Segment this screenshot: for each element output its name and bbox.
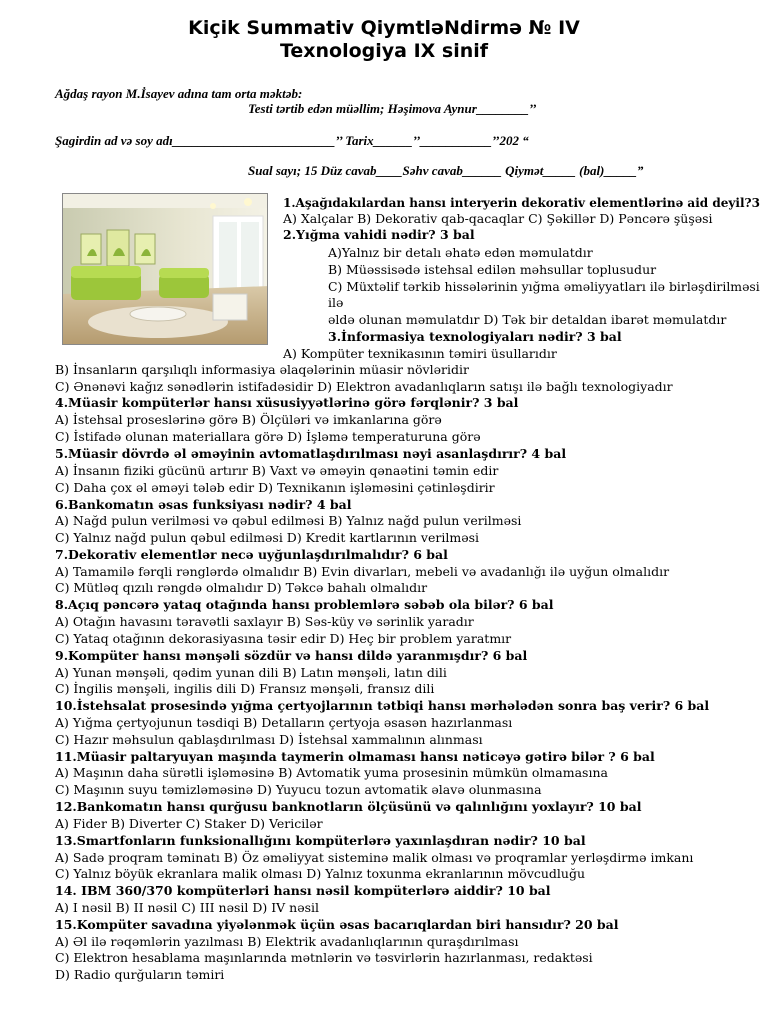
question-15: 15.Kompüter savadına yiyələnmək üçün əsas bacarıqlardan biri hansıdır? 20 bal	[55, 917, 619, 932]
answer-line: A) Yunan mənşəli, qədim yunan dili B) Latın mənşəli, latın dili	[55, 665, 447, 680]
question-12: 12.Bankomatın hansı qurğusu banknotların ölçüsünü və qalınlığını yoxlayır? 10 bal	[55, 799, 642, 814]
answer-line: ilə	[328, 295, 344, 310]
question-4: 4.Müasir kompüterlər hansı xüsusiyyətlərinə görə fərqlənir? 3 bal	[55, 395, 519, 410]
stats-line: Sual sayı; 15 Düz cavab____Səhv cavab______ Qiymət_____ (bal)_____”	[248, 163, 644, 178]
question-6: 6.Bankomatın əsas funksiyası nədir? 4 bal	[55, 497, 352, 512]
answer-line: B) İnsanların qarşılıqlı informasiya əlaqələrinin müasir növləridir	[55, 362, 469, 377]
question-7: 7.Dekorativ elementlər necə uyğunlaşdırılmalıdır? 6 bal	[55, 547, 448, 562]
question-10: 10.İstehsalat prosesində yığma çertyojlarının tətbiqi hansı mərhələdən sonra baş verir? 6 bal	[55, 698, 710, 713]
doc-title-line1: Kiçik Summativ QiymtləNdirmə № IV	[188, 17, 580, 39]
answer-line: A) Əl ilə rəqəmlərin yazılması B) Elektrik avadanlıqlarının quraşdırılması	[55, 934, 519, 949]
question-11: 11.Müasir paltaryuyan maşında taymerin olmaması hansı nəticəyə gətirə bilər ? 6 bal	[55, 749, 655, 764]
student-line: Şagirdin ad və soy adı_________________________’’ Tarix______’’___________’’202 “	[55, 133, 529, 148]
question-2: 2.Yığma vahidi nədir? 3 bal	[283, 227, 475, 242]
answer-line: A) Fider B) Diverter C) Staker D) Vericilər	[55, 816, 323, 831]
answer-line: C) Yalnız böyük ekranlara malik olması D) Yalnız toxunma ekranlarının mövcudluğu	[55, 866, 586, 881]
answer-line: C) Mütləq qızılı rəngdə olmalıdır D) Təkcə bahalı olmalıdır	[55, 580, 428, 595]
answer-line: C) Yataq otağının dekorasiyasına təsir edir D) Heç bir problem yaratmır	[55, 631, 512, 646]
question-3: 3.İnformasiya texnologiyaları nədir? 3 bal	[328, 329, 622, 344]
doc-title-line2: Texnologiya IX sinif	[279, 40, 489, 62]
question-5: 5.Müasir dövrdə əl əməyinin avtomatlaşdırılması nəyi asanlaşdırır? 4 bal	[55, 446, 567, 461]
answer-line: A) Yığma çertyojunun təsdiqi B) Detalların çertyoja əsasən hazırlanması	[55, 715, 513, 730]
answer-line: C) İstifadə olunan materiallara görə D) İşləmə temperaturuna görə	[55, 429, 481, 444]
question-1: 1.Aşağıdakılardan hansı interyerin dekorativ elementlərinə aid deyil?3	[283, 195, 760, 210]
answer-line: A) Sadə proqram təminatı B) Öz əməliyyat sisteminə malik olması və proqramlar yerləşdirmə imkanı	[55, 850, 694, 865]
answer-line: A) I nəsil B) II nəsil C) III nəsil D) IV nəsil	[55, 900, 320, 915]
living-room-image	[63, 194, 268, 345]
answer-line: A) İstehsal proseslərinə görə B) Ölçüləri və imkanlarına görə	[55, 412, 442, 427]
answer-line: A) Xalçalar B) Dekorativ qab-qacaqlar C) Şəkillər D) Pəncərə şüşəsi	[283, 211, 713, 226]
question-14: 14. IBM 360/370 kompüterləri hansı nəsil kompüterlərə aiddir? 10 bal	[55, 883, 551, 898]
answer-line: A) İnsanın fiziki gücünü artırır B) Vaxt və əməyin qənaətini təmin edir	[55, 463, 499, 478]
answer-line: A) Tamamilə fərqli rənglərdə olmalıdır B) Evin divarları, mebeli və avadanlığı ilə uyğun olmalıdır	[55, 564, 670, 579]
teacher-line: Testi tərtib edən müəllim; Həşimova Aynur________’’	[248, 101, 537, 116]
answer-line: əldə olunan məmulatdır D) Tək bir detaldan ibarət məmulatdır	[328, 312, 727, 327]
answer-line: A) Otağın havasını təravətli saxlayır B) Səs-küy və sərinlik yaradır	[55, 614, 474, 629]
question-13: 13.Smartfonların funksionallığını kompüterlərə yaxınlaşdıran nədir? 10 bal	[55, 833, 586, 848]
answer-line: C) İngilis mənşəli, ingilis dili D) Fransız mənşəli, fransız dili	[55, 681, 435, 696]
school-name: Ağdaş rayon M.İsayev adına tam orta məktəb:	[55, 86, 303, 101]
answer-line: C) Elektron hesablama maşınlarında mətnlərin və təsvirlərin hazırlanması, redaktəsi	[55, 950, 593, 965]
answer-line: A) Maşının daha sürətli işləməsinə B) Avtomatik yuma prosesinin mümkün olmamasına	[55, 765, 608, 780]
answer-line: C) Müxtəlif tərkib hissələrinin yığma əməliyyatları ilə birləşdirilməsi	[328, 279, 760, 294]
answer-line: C) Yalnız nağd pulun qəbul edilməsi D) Kredit kartlarının verilməsi	[55, 530, 480, 545]
answer-line: C) Daha çox əl əməyi tələb edir D) Texnikanın işləməsini çətinləşdirir	[55, 480, 495, 495]
interior-photo	[62, 193, 268, 345]
answer-line: A) Kompüter texnikasının təmiri üsullarıdır	[283, 346, 557, 361]
answer-line: A)Yalnız bir detalı əhatə edən məmulatdır	[328, 245, 593, 260]
question-8: 8.Açıq pəncərə yataq otağında hansı problemlərə səbəb ola bilər? 6 bal	[55, 597, 554, 612]
answer-line: A) Nağd pulun verilməsi və qəbul edilməsi B) Yalnız nağd pulun verilməsi	[55, 513, 522, 528]
answer-line: C) Maşının suyu təmizləməsinə D) Yuyucu tozun avtomatik əlavə olunmasına	[55, 782, 542, 797]
question-9: 9.Kompüter hansı mənşəli sözdür və hansı dildə yaranmışdır? 6 bal	[55, 648, 528, 663]
answer-line: C) Ənənəvi kağız sənədlərin istifadəsidir D) Elektron avadanlıqların satışı ilə bağlı texnologiyadır	[55, 379, 673, 394]
answer-line: B) Müəssisədə istehsal edilən məhsullar toplusudur	[328, 262, 657, 277]
answer-line: D) Radio qurğuların təmiri	[55, 967, 225, 982]
answer-line: C) Hazır məhsulun qablaşdırılması D) İstehsal xammalının alınması	[55, 732, 483, 747]
